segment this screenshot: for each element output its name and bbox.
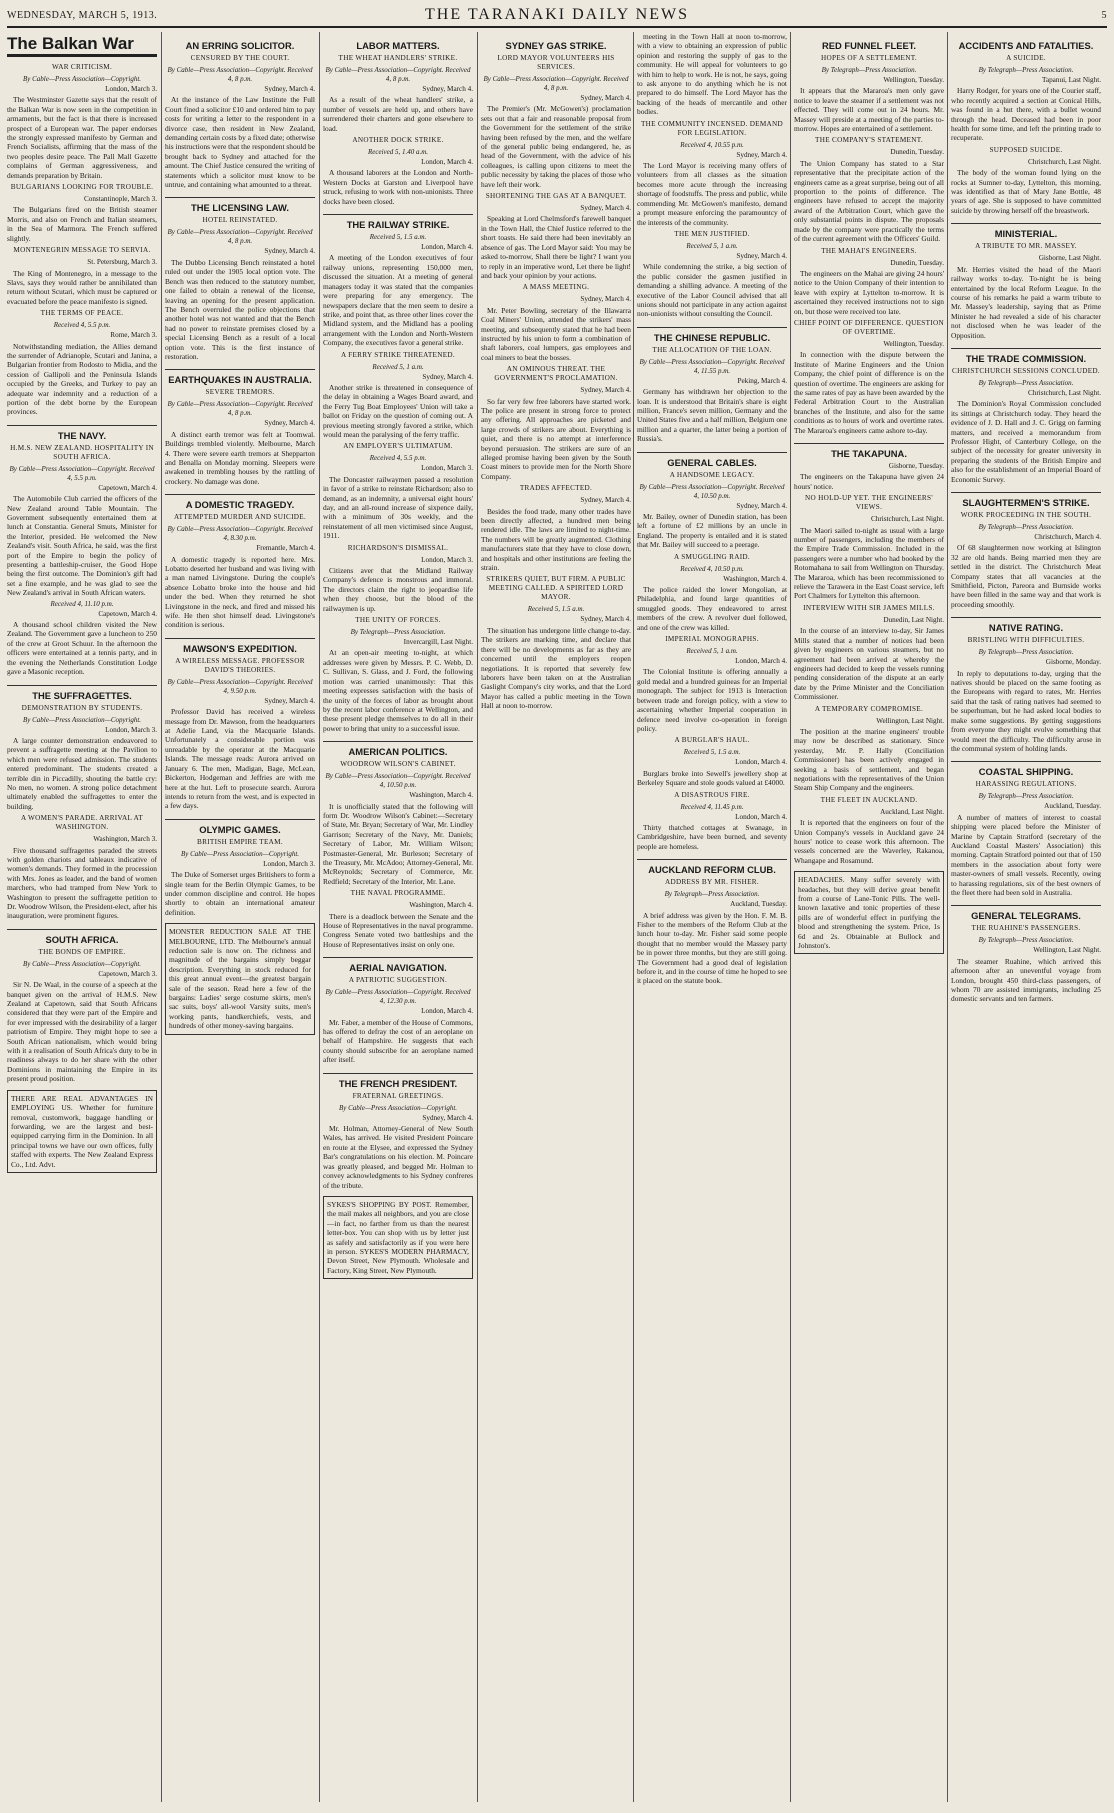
article-subheading: IMPERIAL MONOGRAPHS.: [665, 635, 759, 644]
article-body: The body of the woman found lying on the rocks at Sumner to-day, Lyttelton, this morning, was identified as that of Mary Jane Bottle, 48 years of age. She is supposed to have committed suicide by throwing herself off the breastwork.: [951, 168, 1101, 215]
issue-date: WEDNESDAY, MARCH 5, 1913.: [7, 9, 158, 21]
article-headline: THE LICENSING LAW.: [165, 197, 315, 213]
article-credit: Received 5, 1 a.m.: [686, 241, 738, 250]
column-6: [794, 32, 944, 1802]
article-credit: Received 4, 5.5 p.m.: [369, 454, 427, 463]
article-subheading: CHRISTCHURCH SESSIONS CONCLUDED.: [952, 366, 1100, 375]
article-headline: RED FUNNEL FLEET.: [821, 40, 917, 51]
article-subheading: A MASS MEETING.: [522, 283, 590, 292]
article-dateline: Sydney, March 4.: [736, 251, 787, 260]
article-subheading: THE NAVAL PROGRAMME.: [350, 889, 446, 898]
article-dateline: St. Petersburg, March 3.: [87, 258, 157, 267]
article-body: Mr. Faber, a member of the House of Commons, has offered to defray the cost of an aeroplane on behalf of Hampshire. He suggests that each county should subscribe for an aeroplane named after itself.: [323, 1017, 473, 1065]
article-headline: MINISTERIAL.: [951, 223, 1101, 239]
article-body: It is reported that the engineers on four of the Union Company's vessels in Auckland gave 24 hours' notice to cease work this afternoon. The vessels concerned are the Waverley, Rakanoa, Whangape and Rosamund.: [794, 818, 944, 865]
column-rule: [790, 32, 791, 1802]
article-subheading: FRATERNAL GREETINGS.: [352, 1091, 444, 1100]
article-headline: The Balkan War: [7, 34, 157, 57]
article-dateline: Sydney, March 4.: [580, 615, 631, 624]
article-dateline: Sydney, March 4.: [264, 85, 315, 93]
article-credit: Received 4, 5.5 p.m.: [53, 321, 111, 330]
column-1: [7, 32, 157, 1802]
article-body: In connection with the dispute between the Institute of Marine Engineers and the Union Company, the chief point of difference is on the question of overtime. The engineers are asking for the same rates of pay as have been awarded by the Federal Arbitration Court to the Australian branches of the Institute, and also for the same conditions as to hours of work and overtime rates. The Mararoa's engineers came ashore to-day.: [794, 350, 944, 435]
article-credit: By Cable—Press Association—Copyright.: [338, 1103, 458, 1112]
article-credit: By Telegraph—Press Association.: [978, 792, 1074, 801]
article-subheading: A WIRELESS MESSAGE. PROFESSOR DAVID'S THEORIES.: [175, 656, 305, 674]
article-body: Mr. Holman, Attorney-General of New South Wales, has arrived. He visited President Poincare en route at the Elysee, and expressed the Sydney Bar's congratulations on his election. M. Poincare was greatly pleased, and begged Mr. Holman to convey acknowledgments to his Sydney confreres of the tribute.: [323, 1124, 473, 1190]
article-subheading: THE BONDS OF EMPIRE.: [38, 947, 126, 956]
article-dateline: Sydney, March 4.: [580, 496, 631, 505]
column-rule: [633, 32, 634, 1802]
article-body: Mr. Herries visited the head of the Maori railway works to-day. To-night he is being entertained by the local Reform League. In the course of his remarks he paid a warm tribute to Mr. Massey's leadership, saying that as Prime Minister he had revealed a side of his character not disclosed when he was leader of the Opposition.: [951, 264, 1101, 340]
article-credit: By Cable—Press Association—Copyright. Received 4, 5.5 p.m.: [9, 464, 155, 482]
article-credit: By Cable—Press Association—Copyright. Received 4, 12.30 p.m.: [325, 988, 471, 1006]
article-credit: By Telegraph—Press Association.: [978, 523, 1074, 531]
article-subheading: A HANDSOME LEGACY.: [669, 470, 755, 479]
article-credit: Received 5, 1 a.m.: [372, 362, 424, 371]
article-dateline: Constantinople, March 3.: [83, 195, 157, 204]
article-body: Thirty thatched cottages at Swanage, in Cambridgeshire, have been burned, and seventy people are homeless.: [637, 822, 787, 851]
article-body: The situation has undergone little change to-day. The strikers are marking time, and declare that there will be no developments as far as they are concerned until the employers reopen negotiations. It is reported that severely few laborers have been taken on at the Australian Gaslight Company's city works, and that the Lord Mayor has called a public meeting in the Town Hall at noon to-morrow.: [481, 625, 631, 711]
article-body: Harry Rodger, for years one of the Courier staff, who recently acquired a section at Conical Hills, was found in a hut there, with a bullet wound through the head. Deceased had been in poor health for some time, and left the printing trade to recuperate.: [951, 86, 1101, 143]
article-subheading: ATTEMPTED MURDER AND SUICIDE.: [173, 513, 307, 522]
article-dateline: Auckland, Tuesday.: [1044, 802, 1101, 811]
article-body: meeting in the Town Hall at noon to-morrow, with a view to obtaining an expression of public opinion and restoring the supply of gas to the community. He will appeal for volunteers to go with him to help to work. He is not, he says, going to ask anyone to do anything which he is not prepared to do himself. The Lord Mayor has the backing of the heads of mercantile and other bodies.: [637, 32, 787, 117]
article-subheading: AN EMPLOYER'S ULTIMATUM.: [343, 442, 453, 451]
article-dateline: Sydney, March 4.: [736, 150, 787, 159]
article-dateline: Washington, March 3.: [93, 835, 157, 844]
column-rule: [947, 32, 948, 1802]
article-dateline: Peking, March 4.: [737, 376, 787, 385]
article-subheading: CENSURED BY THE COURT.: [190, 54, 290, 62]
masthead: [7, 4, 1107, 28]
column-rule: [477, 32, 478, 1802]
advertisement: THERE ARE REAL ADVANTAGES IN EMPLOYING US. Whether for furniture removal, customwork, baggage handling or forwarding, we are the largest and best-equipped carrying firm in the Dominion. In all principal towns we have our own offices, fully staffed with experts. The New Zealand Express Co., Ltd. Advt.: [7, 1090, 157, 1173]
column-3: [323, 32, 473, 1802]
article-body: Another strike is threatened in consequence of the delay in obtaining a Wages Board award, and the Ferry Tug Boat Employees' Union will take a ballot on Friday on the question of coming out. A previous meeting strongly favored a strike, which would mean the paralysing of the ferry traffic.: [323, 382, 473, 439]
article-credit: By Cable—Press Association—Copyright. Received 4, 8 p.m.: [167, 66, 313, 83]
article-credit: By Telegraph—Press Association.: [978, 66, 1074, 74]
article-dateline: Christchurch, March 4.: [1034, 533, 1101, 541]
article-body: A distinct earth tremor was felt at Toomwal. Buildings trembled violently. Melbourne, March 4. There were severe earth tremors at Shepparton and Benalla on Monday morning. Sleepers were awakened in trembling houses by the rattling of crockery. No damage was done.: [165, 429, 315, 486]
article-subheading: THE MAHAI'S ENGINEERS.: [821, 246, 917, 255]
article-dateline: London, March 4.: [735, 812, 787, 821]
article-dateline: Dunedin, Tuesday.: [890, 258, 944, 267]
article-subheading: HOTEL REINSTATED.: [202, 216, 278, 225]
article-subheading: A TEMPORARY COMPROMISE.: [814, 704, 924, 713]
article-credit: By Cable—Press Association—Copyright. Received 4, 8 p.m.: [167, 400, 313, 418]
article-body: As a result of the wheat handlers' strike, a number of vessels are held up, and others have surrendered their charters and gone elsewhere to load.: [323, 95, 473, 133]
article-dateline: Capetown, March 3.: [98, 969, 157, 978]
article-dateline: Sydney, March 4.: [736, 501, 787, 510]
article-dateline: Washington, March 4.: [409, 901, 473, 910]
article-subheading: A SMUGGLING RAID.: [674, 552, 750, 561]
article-headline: THE TRADE COMMISSION.: [951, 348, 1101, 364]
article-headline: SLAUGHTERMEN'S STRIKE.: [951, 492, 1101, 508]
article-dateline: London, March 3.: [421, 464, 473, 473]
article-subheading: AN OMINOUS THREAT. THE GOVERNMENT'S PROCLAMATION.: [494, 365, 618, 383]
article-subheading: THE MEN JUSTIFIED.: [674, 229, 750, 238]
article-headline: SOUTH AFRICA.: [7, 929, 157, 945]
article-headline: THE RAILWAY STRIKE.: [323, 214, 473, 230]
column-rule: [319, 32, 320, 1802]
article-dateline: Washington, March 4.: [409, 791, 473, 800]
article-body: The Bulgarians fired on the British steamer Morris, and also on French and Italian steamers, in the Sea of Marmora. The French suffered slightly.: [7, 205, 157, 243]
article-body: The steamer Ruahine, which arrived this afternoon after an uneventful voyage from London, brought 450 third-class passengers, of whom 70 are assisted immigrants, including 25 domestic servants and ten farmers.: [951, 956, 1101, 1004]
article-subheading: SUPPOSED SUICIDE.: [989, 145, 1063, 154]
article-dateline: Wellington, Tuesday.: [883, 339, 944, 348]
article-body: A meeting of the London executives of four railway unions, representing 150,000 men, discussed the situation. At a meeting of general managers today it was stated that the companies were preparing for any emergency. The newspapers declare that the men seem to desire a strike, and point that, as three other lines cover the Midland system, and the Midland has a pooling arrangement with the London and North-Western Company, the executives favor a general strike.: [323, 253, 473, 348]
article-subheading: RICHARDSON'S DISMISSAL.: [347, 543, 449, 552]
article-body: The Duke of Somerset urges Britishers to form a single team for the Berlin Olympic Games, to be under common discipline and control. He hopes shortly to obtain an international amateur definition.: [165, 870, 315, 917]
article-credit: By Telegraph—Press Association.: [978, 378, 1074, 387]
article-subheading: THE RUAHINE'S PASSENGERS.: [971, 924, 1081, 933]
article-headline: THE CHINESE REPUBLIC.: [637, 327, 787, 343]
article-headline: OLYMPIC GAMES.: [165, 819, 315, 835]
article-subheading: ADDRESS BY MR. FISHER.: [664, 878, 759, 887]
article-dateline: Sydney, March 4.: [422, 85, 473, 93]
article-subheading: A BURGLAR'S HAUL.: [674, 736, 750, 745]
article-credit: Received 5, 1.40 a.m.: [367, 148, 429, 157]
article-dateline: Gisborne, Monday.: [1045, 658, 1101, 667]
article-credit: By Telegraph—Press Association.: [978, 648, 1074, 657]
article-dateline: Sydney, March 4.: [264, 247, 315, 256]
article-credit: By Cable—Press Association—Copyright.: [22, 715, 142, 724]
article-credit: By Telegraph—Press Association.: [978, 936, 1074, 945]
article-dateline: Christchurch, Last Night.: [1027, 157, 1101, 166]
article-body: A number of matters of interest to coastal shipping were placed before the Minister of Marine by Captain Stratford (secretary of the Auckland Coastal Masters' Association) this morning. Captain Stratford pointed out that of 150 members in the association about forty were master-owners of small vessels. Recently, owing to harassing regulations, six of the best owners of the fleet there had been sold in Australia.: [951, 812, 1101, 897]
article-subheading: WORK PROCEEDING IN THE SOUTH.: [960, 511, 1092, 519]
article-body: The engineers on the Mahai are giving 24 hours' notice to the Union Company of their intention to leave with expiry at Lyttelton to-morrow. It is ascertained they received instructions not to sign on, but those were received too late.: [794, 268, 944, 316]
article-credit: Received 5, 1.5 a.m.: [369, 233, 427, 242]
article-dateline: Capetown, March 4.: [98, 609, 157, 618]
article-subheading: BRITISH EMPIRE TEAM.: [197, 837, 283, 846]
article-subheading: SHORTENING THE GAS AT A BANQUET.: [485, 192, 627, 201]
column-4: [481, 32, 631, 1802]
article-headline: THE TAKAPUNA.: [794, 443, 944, 459]
article-body: A domestic tragedy is reported here. Mrs. Lobatto deserted her husband and was living with a man named Livingstone. During the couple's absence Lobatto broke into the house and hid under the bed. When they returned he shot Livingstone in the neck, and fired and missed his wife. He then shot himself dead. Livingstone's condition is serious.: [165, 554, 315, 630]
article-dateline: Invercargill, Last Night.: [403, 638, 473, 647]
article-body: The Westminster Gazette says that the result of the Balkan War is now seen in the competition in armaments, but the fact is that there is increased prospect of a European war. The paper endorses the strongly expressed manifesto by German and French Socialists, affirming that the mass of the two peoples desire peace. The Pall Mall Gazette complains of German aggressiveness, and demands preparation by Britain.: [7, 95, 157, 180]
article-dateline: Wellington, Last Night.: [1033, 946, 1101, 955]
article-headline: GENERAL TELEGRAMS.: [951, 905, 1101, 921]
article-body: Sir N. De Waal, in the course of a speech at the banquet given on the arrival of H.M.S. New Zealand at Capetown, said that South Africans considered that they were part of the Empire and for ever impressed with the desirability of a larger patriotism of Empire. They might hope to see a South African nationalism, which would bring with it a realisation of South Africa's duty to be in readiness always to do her share with the other Dominions in maintaining the Empire in its present proud position.: [7, 980, 157, 1084]
article-credit: By Cable—Press Association—Copyright. Received 4, 9.50 p.m.: [167, 677, 313, 695]
column-rule: [161, 32, 162, 1802]
article-subheading: THE TERMS OF PEACE.: [40, 309, 124, 318]
article-headline: NATIVE RATING.: [951, 617, 1101, 633]
article-dateline: Auckland, Tuesday.: [730, 900, 787, 909]
article-headline: AN ERRING SOLICITOR.: [185, 40, 295, 51]
article-body: Mr. Bailey, owner of Dunedin station, has been left a fortune of £2 millions by an uncle in England. The property is entailed and it is stated that Mr. Bailey will succeed to a peerage.: [637, 512, 787, 550]
article-dateline: Auckland, Last Night.: [880, 807, 944, 816]
article-body: At the instance of the Law Institute the Full Court fined a solicitor £10 and ordered him to pay costs for writing a letter to the respondent in a divorce case, then resident in New Zealand, demanding certain costs by a fixed date; otherwise his instructions were that the respondent should be brought back to Sydney and attached for the amount. The Chief Justice censured the writing of statements which a solicitor must know to be untrue, and containing what amounted to a threat.: [165, 95, 315, 190]
advertisement: SYKES'S SHOPPING BY POST. Remember, the mail makes all neighbors, and you are close—in fact, no farther from us than the nearest letter-box. You can shop with us by letter just as safely and satisfactorily as if you were here in person. SYKES'S MODERN PHARMACY, Devon Street, New Plymouth. Wholesale and Factory, King Street, New Plymouth.: [323, 1196, 473, 1279]
article-credit: By Cable—Press Association—Copyright.: [180, 849, 300, 858]
article-dateline: London, March 3.: [105, 725, 157, 734]
article-headline: A DOMESTIC TRAGEDY.: [165, 494, 315, 510]
article-credit: By Cable—Press Association—Copyright. Received 4, 11.55 p.m.: [639, 357, 785, 375]
newspaper-title: THE TARANAKI DAILY NEWS: [425, 6, 689, 23]
article-body: Besides the food trade, many other trades have been directly affected, a hundred men being rendered idle. The laws are limited to night-time. The numbers will be greatly augmented. Clothing manufacturers state that they have to close down, and hospitals and other institutions are feeling the strain.: [481, 506, 631, 573]
article-credit: By Cable—Press Association—Copyright. Received 4, 8.30 p.m.: [167, 525, 313, 543]
article-subheading: STRIKERS QUIET, BUT FIRM. A PUBLIC MEETING CALLED. A SPIRITED LORD MAYOR.: [486, 575, 626, 602]
article-subheading: LORD MAYOR VOLUNTEERS HIS SERVICES.: [497, 54, 615, 71]
article-credit: Received 5, 1.5 a.m.: [683, 748, 741, 757]
article-body: The Automobile Club carried the officers of the New Zealand around Table Mountain. The Government subsequently entertained them at lunch at Constantia. General Smuts, Minister for the Interior, presided. He welcomed the New Zealand's visit. South Africa, he said, was the first port of the Empire to begin the policy of presenting a battleship-cruiser, the Good Hope being the first outcome. The Dominion's gift had set a fine example, and he was glad to see the New Zealand's arrival in South African waters.: [7, 494, 157, 598]
article-body: Mr. Peter Bowling, secretary of the Illawarra Coal Miners' Union, attended the strikers' mass meeting, and subsequently stated that he had been instructed by his union to form a combination of shaft laborers, coal lumpers, gas employees and coal miners to beat the bosses.: [481, 305, 631, 362]
article-subheading: TRADES AFFECTED.: [519, 484, 593, 493]
newspaper-page: [7, 4, 1107, 1804]
article-headline: ACCIDENTS AND FATALITIES.: [958, 40, 1094, 51]
article-subheading: WAR CRITICISM.: [51, 63, 113, 71]
article-dateline: Sydney, March 4.: [580, 386, 631, 395]
article-body: Germany has withdrawn her objection to the loan. It is understood that Britain's share is eight million, France's seven million, Germany and the United States five and a half million, Belgium one million and a quarter, the latter being a portion of Russia's.: [637, 387, 787, 444]
article-body: Five thousand suffragettes paraded the streets with golden chariots and tableaux indicative of women's demands. They formed in the procession with Mrs. Jones as leader, and the band of women marchers, who had tramped from New York to Washington to present the suffragette petition to Dr. Woodrow Wilson, the President-elect, after his inauguration, were prominent figures.: [7, 845, 157, 921]
article-credit: By Cable—Press Association—Copyright. Received 4, 10.50 p.m.: [639, 482, 785, 500]
article-credit: By Telegraph—Press Association.: [821, 66, 917, 74]
article-dateline: Wellington, Last Night.: [876, 716, 944, 725]
article-headline: THE NAVY.: [7, 425, 157, 441]
article-credit: Received 5, 1 a.m.: [686, 647, 738, 656]
article-body: Professor David has received a wireless message from Dr. Mawson, from the headquarters at Adelie Land, via the Macquarie Islands. Unfortunately a considerable portion was unreadable by the operator at the Macquarie Islands. The message reads: Aurora arrived on January 6. The men, Madigan, Bage, McLean, Bickerton, Hodgeman and Jeffries are with me here at the hut. Left to prosecute search. Aurora intends to return from the west, and is expected in a few days.: [165, 707, 315, 811]
article-credit: By Cable—Press Association—Copyright. Received 4, 8 p.m.: [483, 75, 629, 92]
article-body: So far very few free laborers have started work. The police are present in strong force to protect any offering. All approaches are picketed and large crowds of strikers are about. Everything is quiet, and there is no attempt at interference beyond persuasion. The strikers are sure of an alleged promise having been given by the South Coast miners to provide men for the North Shore Company.: [481, 396, 631, 481]
article-dateline: Dunedin, Last Night.: [883, 615, 944, 624]
article-body: The Premier's (Mr. McGowen's) proclamation sets out that a fair and reasonable proposal from the Government for the settlement of the strike having been refused by the men, and the welfare of the general public being endangered, he, as head of the Government, with the advice of his colleagues, is calling upon citizens to meet the public necessity by taking the places of those who have left their work.: [481, 104, 631, 189]
article-body: The police raided the lower Mongolian, at Philadelphia, and found large quantities of smuggled goods. They endeavored to arrest members of the crew. A revolver duel followed, and one of the crew was killed.: [637, 585, 787, 632]
article-subheading: A SUICIDE.: [1006, 54, 1046, 62]
article-credit: By Cable—Press Association—Copyright. Received 4, 8 p.m.: [325, 66, 471, 83]
column-2: [165, 32, 315, 1802]
article-dateline: London, March 3.: [263, 859, 315, 868]
article-subheading: A TRIBUTE TO MR. MASSEY.: [975, 242, 1077, 251]
article-credit: Received 4, 10.50 p.m.: [680, 564, 744, 573]
article-dateline: London, March 4.: [421, 1007, 473, 1016]
article-credit: By Cable—Press Association—Copyright.: [22, 959, 142, 968]
article-body: In reply to deputations to-day, urging that the natives should be placed on the same footing as the Europeans with regard to rates, Mr. Herries said that the task of rating natives had seemed to be superhuman, but he had asked local bodies to make some suggestions. By getting suggestions from everyone they might evolve something that would meet the difficulty. The difficulty arose in the communal system of holding lands.: [951, 668, 1101, 753]
article-dateline: Fremantle, March 4.: [256, 544, 315, 553]
article-headline: LABOR MATTERS.: [356, 40, 440, 51]
article-credit: By Cable—Press Association—Copyright. Received 4, 8 p.m.: [167, 228, 313, 246]
article-dateline: London, March 3.: [421, 555, 473, 564]
advertisement: MONSTER REDUCTION SALE AT THE MELBOURNE, LTD. The Melbourne's annual reduction sale is now on. The richness and magnitude of the bargains simply beggar description. Everything in stock reduced for this great annual event—the greatest bargain sale of the season. Read here a few of the bargains: Ladies' serge costume skirts, men's sac suits, boys' all-wool Varsity suits, men's working pants, handkerchiefs, vests, and hundreds of other money-saving bargains.: [165, 923, 315, 1034]
article-dateline: Sydney, March 4.: [264, 419, 315, 428]
article-dateline: London, March 4.: [735, 657, 787, 666]
article-subheading: A FERRY STRIKE THREATENED.: [340, 350, 456, 359]
article-subheading: HOPES OF A SETTLEMENT.: [821, 54, 917, 62]
article-dateline: Wellington, Tuesday.: [883, 76, 944, 84]
article-dateline: Washington, March 4.: [723, 574, 787, 583]
article-subheading: ANOTHER DOCK STRIKE.: [352, 136, 444, 145]
article-body: The Doncaster railwaymen passed a resolution in favor of a strike to reinstate Richardson; also to demand, as an indemnity, a universal eight hours' day, and an all-round increase of sixpence daily, with a minimum of 30s weekly, and the reinstatement of all men victimised since August, 1911.: [323, 474, 473, 541]
article-subheading: A DISASTROUS FIRE.: [674, 790, 750, 799]
article-subheading: NO HOLD-UP YET. THE ENGINEERS' VIEWS.: [805, 494, 933, 512]
article-dateline: Dunedin, Tuesday.: [890, 148, 944, 157]
article-dateline: Gisborne, Tuesday.: [888, 462, 944, 470]
article-body: The Maori sailed to-night as usual with a large number of passengers, including the members of the Empire Trade Commission. Included in the passengers were a number who had booked by the Rotomahana to sail from Wellington on Thursday. The Mararoa, which has been recommissioned to relieve the Tarawera in the East Coast service, left Port Chalmers for Lyttelton this afternoon.: [794, 525, 944, 601]
article-body: Of 68 slaughtermen now working at Islington 32 are old hands. Being married men they are settled in the district. The Christchurch Meat Company states that all vacancies at the Smithfield, Picton, Pareora and Burnside works have been filled in the same way and that work is proceeding smoothly.: [951, 543, 1101, 609]
article-dateline: Sydney, March 4.: [422, 372, 473, 381]
article-credit: By Telegraph—Press Association.: [664, 890, 760, 899]
article-dateline: Sydney, March 4.: [264, 696, 315, 705]
article-body: At an open-air meeting to-night, at which addresses were given by Messrs. P. C. Webb, D. C. Sullivan, S. Glass, and J. Ford, the following motion was carried unanimously: That this meeting expresses satisfaction with the basis of the unity of the forces of labor as brought about by the recent labor conference at Wellington, and these present pledge themselves to do all in their power to bring that unity to a successful issue.: [323, 648, 473, 733]
article-dateline: Sydney, March 4.: [580, 295, 631, 304]
article-dateline: Sydney, March 4.: [422, 1113, 473, 1122]
article-headline: COASTAL SHIPPING.: [951, 761, 1101, 777]
article-headline: EARTHQUAKES IN AUSTRALIA.: [165, 369, 315, 385]
article-body: Speaking at Lord Chelmsford's farewell banquet in the Town Hall, the Chief Justice referred to the short toasts. He said there had been inevitably an absence of gas. The Lord Mayor said: You may be asked to-morrow, Shall there be light? I want you to reply in an imperative word, Let there be light! and back your opinion by your actions.: [481, 214, 631, 280]
article-headline: THE FRENCH PRESIDENT.: [323, 1073, 473, 1089]
article-dateline: London, March 4.: [735, 758, 787, 767]
article-body: Citizens aver that the Midland Railway Company's defence is monstrous and immoral. The directors claim the right to jeopardise life when they choose, but the blood of the railwaymen is up.: [323, 566, 473, 613]
article-body: It appears that the Mararoa's men only gave notice to leave the steamer if a settlement was not effected. They will come out in 24 hours. Mr. Massey will preside at a meeting of the parties to-morrow. Hopes are entertained of a settlement.: [794, 86, 944, 134]
article-body: It is unofficially stated that the following will form Dr. Woodrow Wilson's Cabinet:—Secretary of State, Mr. Bryan; Secretary of War, Mr. Lindley Garrison; Secretary of the Navy, Mr. Daniels; Secretary of Labor, Mr. William Wilson; Postmaster-General, Mr. Burleson; Secretary of the Treasury, Mr. McAdoo; Attorney-General, Mr. McReynolds; Secretary of Commerce, Mr. Redfield; Secretary of the Interior, Mr. Lane.: [323, 801, 473, 886]
article-subheading: CHIEF POINT OF DIFFERENCE. QUESTION OF OVERTIME.: [794, 318, 944, 336]
article-credit: By Telegraph—Press Association.: [350, 628, 446, 637]
article-dateline: London, March 4.: [421, 243, 473, 252]
article-body: The Union Company has stated to a Star representative that the precipitate action of the engineers came as a great surprise, being out of all proportion to the points of difference. The engineers have refused to accept the majority award of the Arbitration Court, which gave the only substantial points in dispute. The proposals made by the company were practically the terms of the current agreement with the Officers' Guild.: [794, 158, 944, 244]
article-subheading: BULGARIANS LOOKING FOR TROUBLE.: [10, 183, 154, 192]
article-dateline: Christchurch, Last Night.: [1027, 388, 1101, 397]
article-headline: SYDNEY GAS STRIKE.: [505, 40, 607, 51]
article-subheading: THE WHEAT HANDLERS' STRIKE.: [338, 54, 458, 62]
article-body: The position at the marine engineers' trouble may now be described as stationary. Since yesterday, Mr. P. Hally (Conciliation Commissioner) has been actively engaged in seeking a basis of settlement, and began negotiations with the representatives of the Union Steam Ship Company and the engineers.: [794, 726, 944, 793]
article-body: Notwithstanding mediation, the Allies demand the surrender of Adrianople, Scutari and Janina, a Bulgarian frontier from Rodosto to Midia, and the cession of Gallipoli and the Peninsula Islands occupied by the Greeks, and Turkey to pay an adequate war indemnity and a reduction of a portion of the debt borne by the European provinces.: [7, 341, 157, 417]
article-body: The engineers on the Takapuna have given 24 hours' notice.: [794, 472, 944, 491]
article-subheading: DEMONSTRATION BY STUDENTS.: [21, 703, 143, 712]
article-dateline: Tapanui, Last Night.: [1042, 76, 1101, 84]
article-body: The Colonial Institute is offering annually a gold medal and a hundred guineas for an Imperial monograph. The subject for 1913 is Interaction between trade and foreign policy, with a view to ascertaining whether Imperial cooperation in defence need involve co-operation in foreign policy.: [637, 667, 787, 733]
article-body: A thousand school children visited the New Zealand. The Government gave a luncheon to 250 of the crew at Groot Schuur. In the afternoon the officers were entertained at a tennis party, and in the evening the Netherlands Constitution Lodge gave a Masonic reception.: [7, 620, 157, 677]
article-headline: GENERAL CABLES.: [637, 452, 787, 468]
article-dateline: Rome, March 3.: [110, 331, 157, 340]
article-dateline: Christchurch, Last Night.: [870, 515, 944, 524]
article-subheading: THE COMMUNITY INCENSED. DEMAND FOR LEGISLATION.: [640, 119, 784, 137]
article-body: The King of Montenegro, in a message to the Slavs, says they would rather be annihilated than return without Scutari, which must be captured or evacuated before the peace manifesto is signed.: [7, 268, 157, 306]
article-credit: By Cable—Press Association—Copyright.: [22, 75, 142, 83]
article-body: While condemning the strike, a big section of the public consider the gasmen justified in demanding a shilling advance. A meeting of the executive of the Labor Council advised that all unions should not participate in any action against non-unionists without consulting the Council.: [637, 262, 787, 319]
article-body: There is a deadlock between the Senate and the House of Representatives in the naval programme. Congress Senate voted two battleships and the House of Representatives insist on only one.: [323, 911, 473, 949]
article-credit: Received 4, 10.55 p.m.: [680, 140, 744, 149]
article-dateline: Sydney, March 4.: [580, 204, 631, 213]
article-headline: AERIAL NAVIGATION.: [323, 957, 473, 973]
article-body: A large counter demonstration endeavored to prevent a suffragette meeting at the Pavilion to which men were refused admission. The students entered predominant. The students created a terrible din in Piccadilly, shouting the battle cry: No men, no women. A strong police detachment ultimately enabled the suffragettes to enter the building.: [7, 735, 157, 811]
article-subheading: HARASSING REGULATIONS.: [975, 780, 1077, 789]
page-number: 5: [1101, 9, 1107, 21]
article-body: A brief address was given by the Hon. F. M. B. Fisher to the members of the Reform Club at the lunch hour to-day. Mr. Fisher said some people thought that no member would the Massey party be in power three months, but they are still going. The Government had a good deal of legislation before it, and in the course of time he hoped to see it placed on the statute book.: [637, 910, 787, 986]
article-subheading: SEVERE TREMORS.: [205, 388, 275, 397]
article-subheading: MONTENEGRIN MESSAGE TO SERVIA.: [13, 246, 151, 255]
article-subheading: THE UNITY OF FORCES.: [355, 616, 441, 625]
article-subheading: H.M.S. NEW ZEALAND. HOSPITALITY IN SOUTH AFRICA.: [10, 443, 154, 461]
article-body: A thousand laborers at the London and North-Western Docks at Garston and Liverpool have struck, refusing to work with non-unionists. Three docks have been closed.: [323, 168, 473, 206]
article-headline: AMERICAN POLITICS.: [323, 741, 473, 757]
article-headline: THE SUFFRAGETTES.: [7, 685, 157, 701]
article-body: Burglars broke into Sewell's jewellery shop at Berkeley Square and stole goods valued at £4000.: [637, 768, 787, 788]
article-headline: AUCKLAND REFORM CLUB.: [637, 859, 787, 875]
column-5: [637, 32, 787, 1802]
article-body: The Dominion's Royal Commission concluded its sittings at Christchurch today. They heard the evidence of J. D. Hall and J. C. Grigg on farming matters, and received a memorandum from Professor Hight, of Canterbury College, on the subject of the necessity for greater university in preparing the students of the British Empire and also for the establishment of an Imperial Board of Economic Survey.: [951, 399, 1101, 484]
article-credit: Received 4, 11.10 p.m.: [50, 599, 114, 608]
article-subheading: BRISTLING WITH DIFFICULTIES.: [967, 636, 1085, 645]
article-dateline: London, March 4.: [421, 158, 473, 167]
article-subheading: A PATRIOTIC SUGGESTION.: [348, 976, 448, 985]
article-subheading: THE FLEET IN AUCKLAND.: [820, 795, 918, 804]
article-subheading: INTERVIEW WITH SIR JAMES MILLS.: [803, 603, 935, 612]
article-subheading: THE ALLOCATION OF THE LOAN.: [652, 345, 772, 354]
article-body: The Lord Mayor is receiving many offers of volunteers from all classes as the situation becomes more acute through the increasing shortage of foodstuffs. The press and public, while commending Mr. McGowen's manifesto, demand a prompt measure enforcing the paramountcy of the interests of the community.: [637, 161, 787, 227]
column-7: [951, 32, 1101, 1802]
article-subheading: A WOMEN'S PARADE. ARRIVAL AT WASHINGTON.: [20, 814, 144, 832]
article-credit: By Cable—Press Association—Copyright. Received 4, 10.50 p.m.: [325, 772, 471, 790]
article-body: The Dubbo Licensing Bench reinstated a hotel ruled out under the 1905 local option vote. The Bench was then reduced to the statutory number, one failed to obtain a renewal of the license, leaving an opening for the present application. The Bench overruled the police objections that another hotel was not wanted and that the Bench had no power to reinstate premises closed by a special Licensing Bench as a result of a local option vote. This is the first instance of restoration.: [165, 257, 315, 361]
article-dateline: Capetown, March 4.: [98, 483, 157, 492]
article-subheading: WOODROW WILSON'S CABINET.: [340, 760, 456, 769]
advertisement: HEADACHES. Many suffer severely with headaches, but they will derive great benefit from a course of Lane-Tonic Pills. The well-known laxative and tonic properties of these pills are of wonderful effect in purifying the blood and strengthening the system. Price, 1s 6d and 2s. Obtainable at Bullock and Johnston's.: [794, 871, 944, 954]
article-credit: Received 5, 1.5 a.m.: [527, 605, 585, 614]
article-subheading: THE COMPANY'S STATEMENT.: [815, 136, 923, 145]
article-dateline: Sydney, March 4.: [580, 94, 631, 102]
article-body: In the course of an interview to-day, Sir James Mills stated that a number of notices had been given by engineers on various steamers, but no agreement had been arrived at whereby the engineers had decided to keep the vessels running pending consideration of the dispute at an early date by the Prime Minister and the Conciliation Commissioner.: [794, 626, 944, 702]
article-headline: MAWSON'S EXPEDITION.: [165, 638, 315, 654]
article-dateline: Gisborne, Last Night.: [1038, 254, 1101, 263]
article-dateline: London, March 3.: [105, 85, 157, 93]
article-credit: Received 4, 11.45 p.m.: [680, 802, 744, 811]
